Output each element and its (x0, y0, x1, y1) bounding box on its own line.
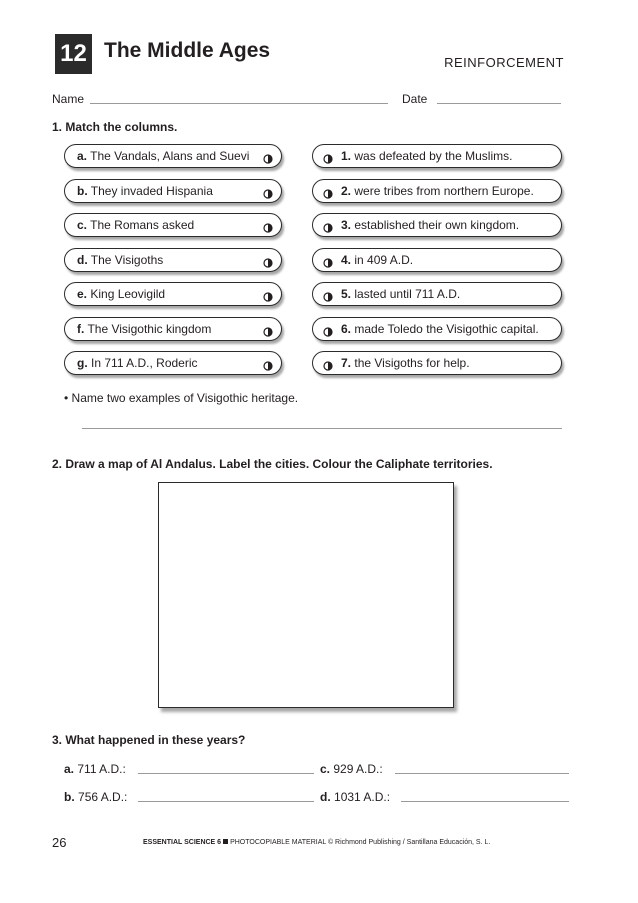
match-left-letter: g. (77, 356, 88, 370)
match-right-phrase: was defeated by the Muslims. (354, 149, 513, 163)
connector-dot-icon[interactable] (323, 186, 333, 196)
match-right-phrase: the Visigoths for help. (354, 356, 470, 370)
match-right-text (341, 318, 539, 341)
match-right-item[interactable] (312, 351, 562, 375)
match-left-letter: d. (77, 253, 88, 267)
match-left-item[interactable] (64, 351, 282, 375)
match-left-text (77, 352, 198, 375)
match-left-phrase: The Romans asked (90, 218, 195, 232)
connector-dot-icon[interactable] (263, 255, 273, 265)
unit-number-badge: 12 (55, 34, 92, 74)
match-left-letter: b. (77, 184, 88, 198)
match-left-text (77, 318, 211, 341)
year-letter: b. (64, 790, 75, 804)
year-letter: a. (64, 762, 75, 776)
year-value: 756 A.D.: (78, 790, 128, 804)
question-1-title: 1. Match the columns. (52, 120, 178, 134)
year-answer-line[interactable] (138, 801, 314, 802)
map-drawing-area[interactable] (158, 482, 454, 708)
match-right-phrase: in 409 A.D. (354, 253, 414, 267)
connector-dot-icon[interactable] (323, 289, 333, 299)
name-label: Name (52, 92, 85, 106)
match-right-text (341, 283, 460, 306)
match-right-item[interactable] (312, 248, 562, 272)
connector-dot-icon[interactable] (263, 186, 273, 196)
footer-book-title: ESSENTIAL SCIENCE 6 (143, 839, 222, 846)
match-right-text (341, 214, 519, 237)
date-field[interactable] (437, 103, 561, 104)
match-left-item[interactable] (64, 317, 282, 341)
match-left-phrase: They invaded Hispania (90, 184, 213, 198)
match-left-letter: e. (77, 287, 88, 301)
match-right-item[interactable] (312, 213, 562, 237)
year-value: 711 A.D.: (77, 762, 126, 776)
question-2-title: 2. Draw a map of Al Andalus. Label the cities. Colour the Caliphate territories. (52, 457, 493, 471)
worksheet-type-label: REINFORCEMENT (444, 55, 564, 70)
match-right-text (341, 145, 512, 168)
match-right-number: 1. (341, 149, 352, 163)
match-left-text (77, 283, 165, 306)
year-letter: c. (320, 762, 331, 776)
match-right-phrase: were tribes from northern Europe. (354, 184, 534, 198)
connector-dot-icon[interactable] (263, 289, 273, 299)
name-field[interactable] (90, 103, 388, 104)
match-right-phrase: lasted until 711 A.D. (354, 287, 461, 301)
connector-dot-icon[interactable] (263, 358, 273, 368)
year-value: 929 A.D.: (333, 762, 383, 776)
match-right-text (341, 180, 534, 203)
match-left-item[interactable] (64, 213, 282, 237)
match-left-item[interactable] (64, 144, 282, 168)
match-left-phrase: In 711 A.D., Roderic (91, 356, 198, 370)
match-left-phrase: The Visigoths (90, 253, 164, 267)
match-right-phrase: established their own kingdom. (354, 218, 520, 232)
connector-dot-icon[interactable] (263, 220, 273, 230)
match-left-text (77, 249, 163, 272)
match-left-letter: c. (77, 218, 88, 232)
match-right-number: 6. (341, 322, 352, 336)
square-icon (223, 839, 228, 844)
question-3-title: 3. What happened in these years? (52, 733, 246, 747)
match-left-text (77, 214, 194, 237)
match-left-letter: f. (77, 322, 85, 336)
heritage-answer-line[interactable] (82, 428, 562, 429)
page-title: The Middle Ages (104, 39, 271, 62)
match-right-number: 2. (341, 184, 352, 198)
match-right-text (341, 352, 470, 375)
match-left-phrase: King Leovigild (90, 287, 166, 301)
match-left-text (77, 145, 249, 168)
visigothic-heritage-prompt: • Name two examples of Visigothic heritage. (64, 391, 299, 405)
connector-dot-icon[interactable] (323, 220, 333, 230)
match-left-item[interactable] (64, 282, 282, 306)
year-answer-line[interactable] (401, 801, 569, 802)
match-right-item[interactable] (312, 144, 562, 168)
connector-dot-icon[interactable] (323, 255, 333, 265)
match-right-item[interactable] (312, 317, 562, 341)
match-left-item[interactable] (64, 179, 282, 203)
year-answer-line[interactable] (138, 773, 314, 774)
match-right-phrase: made Toledo the Visigothic capital. (354, 322, 539, 336)
match-right-item[interactable] (312, 282, 562, 306)
date-label: Date (402, 92, 428, 106)
match-left-phrase: The Visigothic kingdom (87, 322, 212, 336)
connector-dot-icon[interactable] (323, 151, 333, 161)
year-answer-line[interactable] (395, 773, 569, 774)
match-left-letter: a. (77, 149, 88, 163)
match-right-number: 3. (341, 218, 352, 232)
connector-dot-icon[interactable] (323, 324, 333, 334)
connector-dot-icon[interactable] (263, 324, 273, 334)
match-right-number: 4. (341, 253, 352, 267)
page-number: 26 (52, 835, 67, 850)
year-letter: d. (320, 790, 331, 804)
footer-copyright: PHOTOCOPIABLE MATERIAL © Richmond Publishing / Santillana Educación, S. L. (230, 839, 491, 846)
match-right-text (341, 249, 413, 272)
match-right-number: 7. (341, 356, 352, 370)
match-left-phrase: The Vandals, Alans and Suevi (90, 149, 250, 163)
year-label (320, 762, 383, 776)
match-right-item[interactable] (312, 179, 562, 203)
footer-credits (143, 839, 490, 846)
year-label (64, 790, 127, 804)
connector-dot-icon[interactable] (263, 151, 273, 161)
year-label (320, 790, 390, 804)
year-value: 1031 A.D.: (334, 790, 391, 804)
match-right-number: 5. (341, 287, 352, 301)
match-left-item[interactable] (64, 248, 282, 272)
match-left-text (77, 180, 213, 203)
connector-dot-icon[interactable] (323, 358, 333, 368)
year-label (64, 762, 126, 776)
